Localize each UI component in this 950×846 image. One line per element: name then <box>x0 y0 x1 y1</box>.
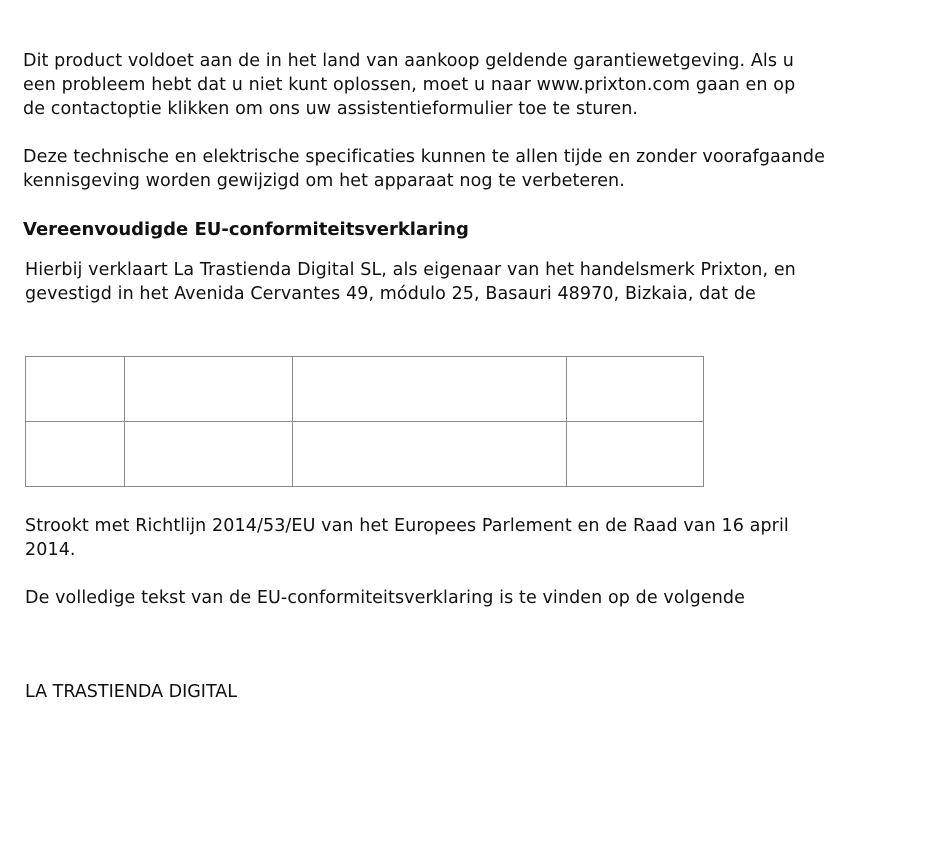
table-cell <box>567 422 704 487</box>
table-cell <box>26 422 125 487</box>
table-row <box>26 422 704 487</box>
compliance-paragraph: Strookt met Richtlijn 2014/53/EU van het Europees Parlement en de Raad van 16 april 2014. <box>25 516 789 560</box>
full-text-paragraph: De volledige tekst van de EU-conformiteitsverklaring is te vinden op de volgende <box>25 588 745 608</box>
table-cell <box>567 357 704 422</box>
company-name: LA TRASTIENDA DIGITAL <box>25 682 238 702</box>
table-cell <box>26 357 125 422</box>
declaration-intro: Hierbij verklaart La Trastienda Digital SL, als eigenaar van het handelsmerk Prixton, en gevestigd in het Avenida Cervantes 49, módulo 25, Basauri 48970, Bizkaia, dat de <box>25 260 796 304</box>
specifications-paragraph: Deze technische en elektrische specificaties kunnen te allen tijde en zonder voorafgaande kennisgeving worden gewijzigd om het apparaat nog te verbeteren. <box>23 147 825 191</box>
table-cell <box>125 422 293 487</box>
warranty-paragraph: Dit product voldoet aan de in het land van aankoop geldende garantiewetgeving. Als u een probleem hebt dat u niet kunt oplossen, moet u naar www.prixton.com gaan en op de contactoptie klikken om ons uw assistentieformulier toe te sturen. <box>23 51 796 119</box>
declaration-heading: Vereenvoudigde EU-conformiteitsverklaring <box>23 219 469 240</box>
product-table <box>25 356 704 487</box>
table-cell <box>293 357 567 422</box>
table-cell <box>293 422 567 487</box>
table-cell <box>125 357 293 422</box>
table-row <box>26 357 704 422</box>
